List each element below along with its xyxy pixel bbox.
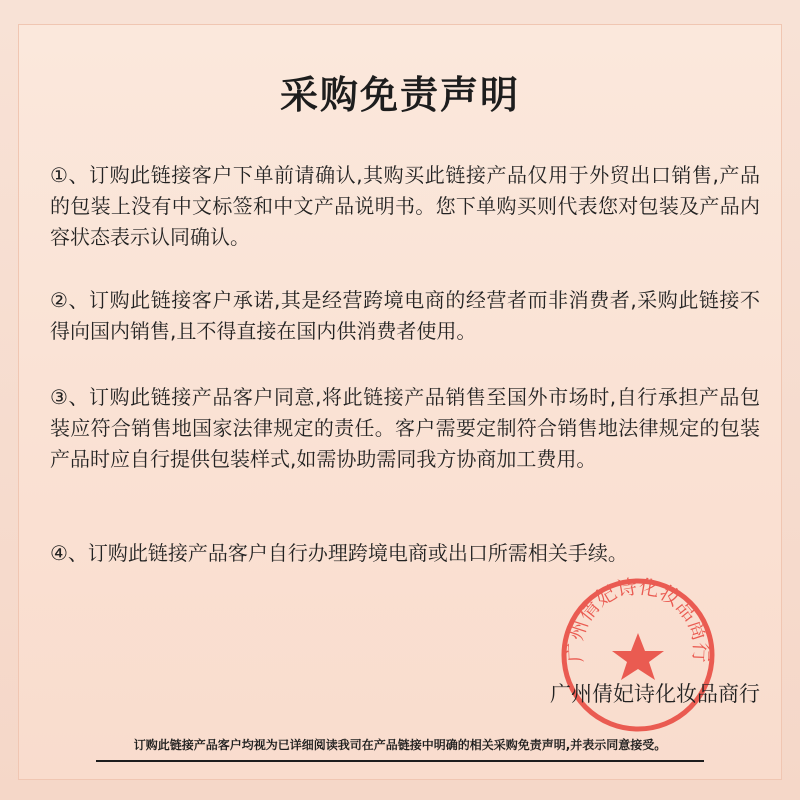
clause-1: ①、订购此链接客户下单前请确认,其购买此链接产品仅用于外贸出口销售,产品的包装上没有中文标签和中文产品说明书。您下单购买则代表您对包装及产品内容状态表示认同确认。 <box>50 163 760 249</box>
page-title: 采购免责声明 <box>279 73 520 117</box>
footer-underline <box>96 760 704 762</box>
company-seal-icon <box>558 575 718 735</box>
company-name: 广州倩妃诗化妆品商行 <box>550 682 760 706</box>
seal-text: 广州倩妃诗化妆品商行 <box>562 575 714 663</box>
clause-3: ③、订购此链接产品客户同意,将此链接产品销售至国外市场时,自行承担产品包装应符合销售地国家法律规定的责任。客户需要定制符合销售地法律规定的包装产品时应自行提供包装样式,如需协助需同我方协商加工费用。 <box>50 385 760 471</box>
clause-2: ②、订购此链接客户承诺,其是经营跨境电商的经营者而非消费者,采购此链接不得向国内销售,且不得直接在国内供消费者使用。 <box>50 288 760 343</box>
footer-note: 订购此链接产品客户均视为已详细阅读我司在产品链接中明确的相关采购免责声明,并表示同意接受。 <box>133 738 667 752</box>
clause-4: ④、订购此链接产品客户自行办理跨境电商或出口所需相关手续。 <box>50 541 628 565</box>
